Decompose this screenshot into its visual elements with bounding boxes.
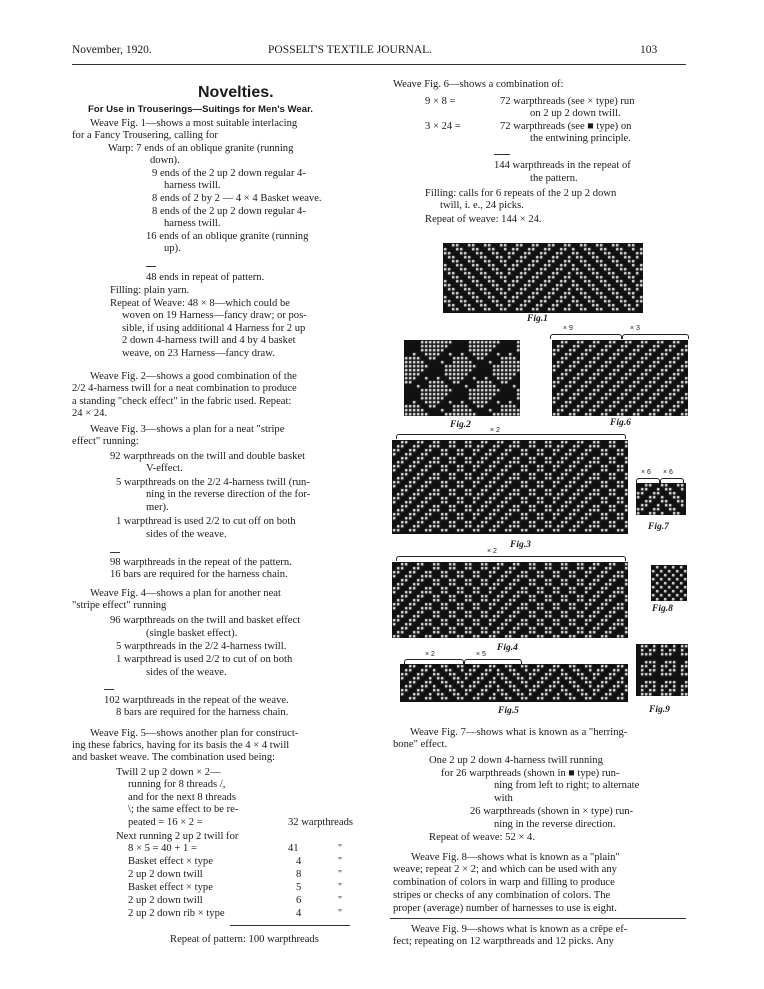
weave-figure-8	[651, 565, 687, 601]
left-text-line: 1 warpthread is used 2/2 to cut of on both	[116, 654, 293, 665]
figure-label-4: Fig.4	[497, 643, 518, 653]
right-text-line: bone" effect.	[393, 739, 448, 750]
right-text-line: One 2 up 2 down 4-harness twill running	[429, 755, 603, 766]
sum-rule	[390, 918, 686, 919]
right-text-line: Weave Fig. 8—shows what is known as a "plain"	[411, 852, 620, 863]
left-text-line: sides of the weave.	[146, 529, 227, 540]
ditto-mark: "	[338, 882, 343, 893]
left-text-line: harness twill.	[164, 218, 221, 229]
weave-figure-2	[404, 340, 520, 416]
weave-figure-5	[400, 664, 628, 702]
left-text-line: up).	[164, 243, 181, 254]
left-text-line: 8	[296, 869, 302, 880]
right-text-line: Weave Fig. 6—shows a combination of:	[393, 79, 564, 90]
page-number: 103	[640, 44, 658, 56]
right-text-line: Weave Fig. 7—shows what is known as a "herring-	[410, 727, 628, 738]
left-text-line: Repeat of pattern: 100 warpthreads	[170, 934, 319, 945]
ditto-mark: "	[338, 908, 343, 919]
left-text-line: 2/2 4-harness twill for a neat combination to produce	[72, 383, 297, 394]
right-text-line: the pattern.	[530, 173, 578, 184]
weave-figure-9	[636, 644, 688, 696]
repeat-brace	[396, 434, 626, 439]
left-text-line: peated = 16 × 2 =	[128, 817, 203, 828]
article-title: Novelties.	[198, 84, 274, 101]
repeat-mark: × 2	[487, 548, 497, 555]
weave-figure-4	[392, 562, 628, 638]
sum-rule	[104, 689, 114, 690]
left-text-line: 96 warpthreads on the twill and basket effect	[110, 615, 301, 626]
left-text-line: Twill 2 up 2 down × 2—	[116, 767, 221, 778]
weave-figure-3	[392, 440, 628, 534]
left-text-line: Next running 2 up 2 twill for	[116, 831, 239, 842]
left-text-line: 2 up 2 down rib × type	[128, 908, 225, 919]
left-text-line: mer).	[146, 502, 169, 513]
repeat-mark: × 3	[630, 325, 640, 332]
left-text-line: Weave Fig. 5—shows another plan for construct-	[90, 728, 299, 739]
ditto-mark: "	[338, 843, 343, 854]
left-text-line: sides of the weave.	[146, 667, 227, 678]
right-text-line: ning in the reverse direction.	[494, 819, 616, 830]
right-text-line: Repeat of weave: 52 × 4.	[429, 832, 535, 843]
right-text-line: with	[494, 793, 513, 804]
left-text-line: 8 bars are required for the harness chain.	[116, 707, 289, 718]
left-text-line: 4	[296, 856, 302, 867]
journal-name: POSSELT'S TEXTILE JOURNAL.	[268, 44, 433, 56]
left-text-line: 9 ends of the 2 up 2 down regular 4-	[152, 168, 306, 179]
left-text-line: Weave Fig. 3—shows a plan for a neat "stripe	[90, 424, 285, 435]
issue-date: November, 1920.	[72, 44, 152, 56]
repeat-brace	[550, 334, 622, 339]
left-text-line: ning in the reverse direction of the for-	[146, 489, 311, 500]
figure-label-9: Fig.9	[649, 705, 670, 715]
sum-rule	[110, 552, 120, 553]
right-text-line: for 26 warpthreads (shown in ■ type) run-	[441, 768, 620, 779]
sum-rule	[494, 154, 510, 155]
repeat-mark: × 6	[641, 469, 651, 476]
right-text-line: 144 warpthreads in the repeat of	[494, 160, 631, 171]
left-text-line: "stripe effect" running	[72, 600, 167, 611]
sum-rule	[230, 925, 350, 926]
left-text-line: 8 ends of 2 by 2 — 4 × 4 Basket weave.	[152, 193, 322, 204]
right-text-line: proper (average) number of harnesses to use is eight.	[393, 903, 617, 914]
left-text-line: woven on 19 Harness—fancy draw; or pos-	[122, 310, 307, 321]
left-text-line: Weave Fig. 4—shows a plan for another neat	[90, 588, 281, 599]
ditto-mark: "	[338, 895, 343, 906]
right-text-line: fect; repeating on 12 warpthreads and 12 picks. Any	[393, 936, 614, 947]
figure-label-5: Fig.5	[498, 706, 519, 716]
left-text-line: 48 ends in repeat of pattern.	[146, 272, 265, 283]
repeat-mark: × 9	[563, 325, 573, 332]
left-text-line: V-effect.	[146, 463, 183, 474]
figure-label-8: Fig.8	[652, 604, 673, 614]
left-text-line: 5 warpthreads on the 2/2 4-harness twill (run-	[116, 477, 310, 488]
left-text-line: Filling: plain yarn.	[110, 285, 190, 296]
left-text-line: and for the next 8 threads	[128, 792, 236, 803]
repeat-brace	[622, 334, 689, 339]
left-text-line: 1 warpthread is used 2/2 to cut off on both	[116, 516, 296, 527]
weave-figure-7	[636, 483, 686, 515]
right-text-line: combination of colors in warp and filling to produce	[393, 877, 615, 888]
left-text-line: 8 × 5 = 40 + 1 =	[128, 843, 197, 854]
repeat-brace	[396, 556, 626, 561]
left-text-line: for a Fancy Trousering, calling for	[72, 130, 218, 141]
figure-label-6: Fig.6	[610, 418, 631, 428]
left-text-line: ing these fabrics, having for its basis the 4 × 4 twill	[72, 740, 290, 751]
left-text-line: 2 down 4-harness twill and 4 by 4 basket	[122, 335, 296, 346]
left-text-line: Weave Fig. 1—shows a most suitable interlacing	[90, 118, 298, 129]
left-text-line: 32 warpthreads	[288, 817, 354, 828]
ditto-mark: "	[338, 856, 343, 867]
right-text-line: weave; repeat 2 × 2; and which can be used with any	[393, 864, 617, 875]
left-text-line: 6	[296, 895, 302, 906]
left-text-line: a standing "check effect" in the fabric used. Repeat:	[72, 396, 292, 407]
figure-label-1: Fig.1	[527, 314, 548, 324]
left-text-line: 102 warpthreads in the repeat of the weave.	[104, 695, 289, 706]
left-text-line: 5	[296, 882, 302, 893]
article-subtitle: For Use in Trouserings—Suitings for Men's Wear.	[88, 104, 313, 115]
figure-label-3: Fig.3	[510, 540, 531, 550]
left-text-line: 5 warpthreads in the 2/2 4-harness twill.	[116, 641, 287, 652]
right-text-line: 72 warpthreads (see × type) run	[500, 96, 635, 107]
sum-rule	[146, 266, 156, 267]
left-text-line: 4	[296, 908, 302, 919]
left-text-line: sible, if using additional 4 Harness for 2 up	[122, 323, 306, 334]
left-text-line: effect" running:	[72, 436, 139, 447]
weave-figure-6	[552, 340, 688, 416]
ditto-mark: "	[338, 869, 343, 880]
right-text-line: Filling: calls for 6 repeats of the 2 up 2 down	[425, 188, 617, 199]
left-text-line: Weave Fig. 2—shows a good combination of the	[90, 371, 297, 382]
right-text-line: Weave Fig. 9—shows what is known as a crêpe ef-	[411, 924, 628, 935]
left-text-line: 2 up 2 down twill	[128, 869, 203, 880]
right-text-line: twill, i. e., 24 picks.	[440, 200, 524, 211]
right-text-line: the entwining principle.	[530, 133, 631, 144]
left-text-line: Basket effect × type	[128, 882, 213, 893]
left-text-line: 16 ends of an oblique granite (running	[146, 231, 309, 242]
left-text-line: Warp: 7 ends of an oblique granite (running	[108, 143, 294, 154]
left-text-line: Basket effect × type	[128, 856, 213, 867]
left-text-line: weave, on 23 Harness—fancy draw.	[122, 348, 275, 359]
left-text-line: down).	[150, 155, 180, 166]
left-text-line: and basket weave. The combination used being:	[72, 752, 276, 763]
left-text-line: harness twill.	[164, 180, 221, 191]
repeat-mark: × 2	[425, 651, 435, 658]
repeat-mark: × 2	[490, 427, 500, 434]
left-text-line: 8 ends of the 2 up 2 down regular 4-	[152, 206, 306, 217]
left-text-line: 16 bars are required for the harness chain.	[110, 569, 288, 580]
left-text-line: running for 8 threads /,	[128, 779, 226, 790]
right-text-line: 9 × 8 =	[425, 96, 456, 107]
left-text-line: 2 up 2 down twill	[128, 895, 203, 906]
repeat-mark: × 5	[476, 651, 486, 658]
right-text-line: 72 warpthreads (see ■ type) on	[500, 121, 632, 132]
figure-label-7: Fig.7	[648, 522, 669, 532]
right-text-line: Repeat of weave: 144 × 24.	[425, 214, 542, 225]
right-text-line: stripes or checks of any combination of colors. The	[393, 890, 611, 901]
left-text-line: 92 warpthreads on the twill and double basket	[110, 451, 306, 462]
figure-label-2: Fig.2	[450, 420, 471, 430]
weave-figure-1	[443, 243, 643, 313]
repeat-mark: × 6	[663, 469, 673, 476]
right-text-line: on 2 up 2 down twill.	[530, 108, 621, 119]
right-text-line: 3 × 24 =	[425, 121, 461, 132]
left-text-line: (single basket effect).	[146, 628, 238, 639]
right-text-line: ning from left to right; to alternate	[494, 780, 640, 791]
left-text-line: Repeat of Weave: 48 × 8—which could be	[110, 298, 290, 309]
right-text-line: 26 warpthreads (shown in × type) run-	[470, 806, 634, 817]
left-text-line: 24 × 24.	[72, 408, 108, 419]
left-text-line: 98 warpthreads in the repeat of the pattern.	[110, 557, 292, 568]
left-text-line: 41	[288, 843, 299, 854]
left-text-line: \; the same effect to be re-	[128, 804, 239, 815]
